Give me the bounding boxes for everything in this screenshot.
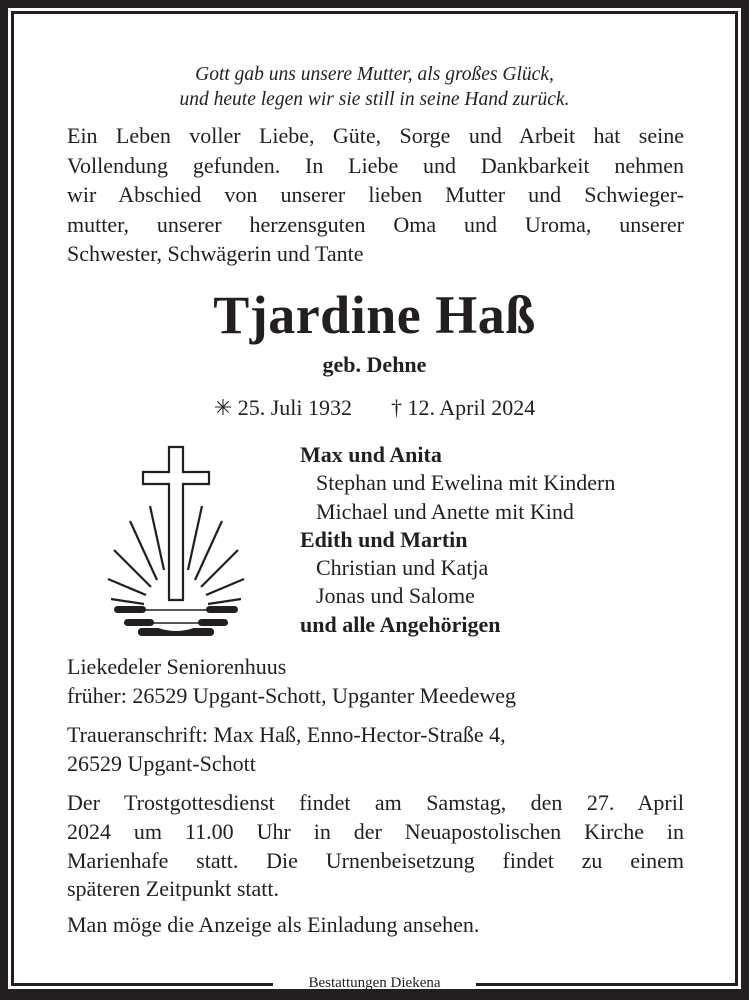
maiden-name: geb. Dehne — [322, 352, 427, 377]
residence-line: Liekedeler Seniorenhuus — [67, 654, 287, 679]
motto-line: und heute legen wir sie still in seine Hand zurück. — [179, 89, 570, 110]
service-line: späteren Zeitpunkt statt. — [67, 876, 279, 902]
intro-line: Vollendung gefunden. In Liebe und Dankbarkeit nehmen — [67, 152, 684, 178]
family-member: Michael und Anette mit Kind — [316, 498, 574, 524]
family-member: Jonas und Salome — [316, 583, 475, 609]
death-cross-icon: † — [391, 395, 402, 420]
intro-paragraph — [67, 121, 684, 269]
intro-line: mutter, unserer herzensguten Oma und Uroma, unserer — [67, 211, 684, 237]
service-line: Marienhafe statt. Die Urnenbeisetzung findet zu einem — [67, 847, 684, 873]
motto-line: Gott gab uns unsere Mutter, als großes Glück, — [195, 64, 554, 85]
motto-verse — [0, 62, 749, 112]
deceased-name: Tjardine Haß — [213, 285, 536, 345]
funeral-home-credit: Bestattungen Diekena — [308, 975, 441, 991]
new-apostolic-cross-icon — [106, 442, 246, 638]
service-line: Der Trostgottesdienst findet am Samstag, den 27. April — [67, 790, 684, 815]
family-head: Edith und Martin — [300, 526, 468, 552]
intro-line: Schwester, Schwägerin und Tante — [67, 241, 364, 267]
mourning-address — [67, 721, 687, 778]
life-dates — [0, 394, 749, 422]
intro-line: wir Abschied von unserer lieben Mutter und Schwieger- — [67, 182, 684, 208]
residence-info — [67, 653, 687, 710]
service-info — [67, 789, 684, 904]
mourning-address-line: Traueranschrift: Max Haß, Enno-Hector-Straße 4, — [67, 722, 506, 747]
family-closing: und alle Angehörigen — [300, 611, 501, 637]
mourning-address-line: 26529 Upgant-Schott — [67, 750, 256, 776]
family-member: Christian und Katja — [316, 555, 489, 581]
birth-star-icon: ✳ — [213, 395, 233, 420]
family-list — [300, 441, 700, 639]
death-date: 12. April 2024 — [407, 395, 536, 420]
birth-date: 25. Juli 1932 — [237, 395, 352, 420]
invitation-note: Man möge die Anzeige als Einladung ansehen. — [67, 912, 480, 937]
intro-line: Ein Leben voller Liebe, Güte, Sorge und Arbeit hat seine — [67, 123, 684, 148]
service-line: 2024 um 11.00 Uhr in der Neuapostolischen Kirche in — [67, 818, 684, 844]
family-member: Stephan und Ewelina mit Kindern — [316, 470, 616, 496]
residence-line: früher: 26529 Upgant-Schott, Upganter Meedeweg — [67, 682, 517, 708]
family-head: Max und Anita — [300, 442, 442, 467]
